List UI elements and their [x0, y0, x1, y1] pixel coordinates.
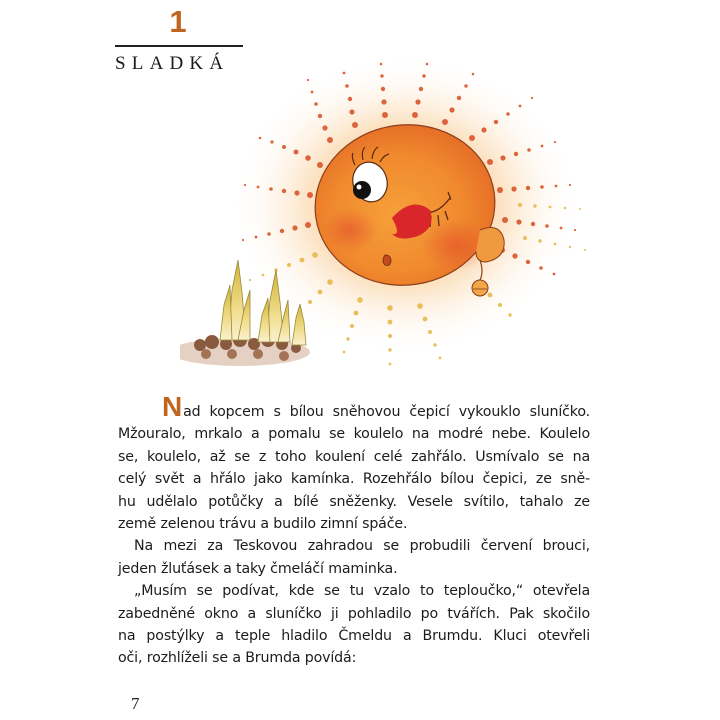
paragraph-2: [118, 535, 590, 580]
story-text: [118, 391, 590, 670]
text-line: celý svět a hřálo jako kamínka. Rozehřálo bílou čepici, ze sně-: [118, 471, 590, 488]
chapter-number: 1: [169, 4, 187, 39]
text-line: na postýlky a teple hladilo Čmeldu a Brumdu. Kluci otevřeli: [118, 628, 590, 645]
text-line: „Musím se podívat, kde se tu vzalo to teploučko,“ otevřela: [134, 583, 590, 600]
text-line: hu udělalo potůčky a bílé sněženky. Vesele svítilo, tahalo ze: [118, 493, 590, 510]
text-line: Mžouralo, mrkalo a pomalu se koulelo na modré nebe. Koulelo: [118, 426, 590, 443]
text-line: jeden žluťásek a taky čmeláčí maminka.: [118, 560, 398, 577]
chapter-rule: [115, 45, 243, 47]
sun-illustration: [180, 60, 620, 390]
chapter-title: SLADKÁ: [115, 53, 230, 74]
text-line: se, koulelo, až se z toho koulení celé zahřálo. Usmívalo se na: [118, 448, 590, 465]
sun-mouth: [383, 255, 391, 266]
paragraph-1: [118, 391, 590, 535]
page-number: 7: [131, 694, 140, 713]
text-line: zabedněné okno a sluníčko ji pohladilo po tvářích. Pak skočilo: [118, 605, 590, 622]
text-line: Na mezi za Teskovou zahradou se probudili červení brouci,: [134, 538, 590, 555]
text-line: země zelenou trávu a budilo zimní spáče.: [118, 516, 408, 533]
dropcap: N: [162, 391, 183, 422]
text-line: Nad kopcem s bílou sněhovou čepicí vykouklo sluníčko.: [162, 391, 590, 422]
text-line: oči, rozhlíželi se a Brumda povídá:: [118, 650, 357, 667]
paragraph-3: [118, 580, 590, 670]
